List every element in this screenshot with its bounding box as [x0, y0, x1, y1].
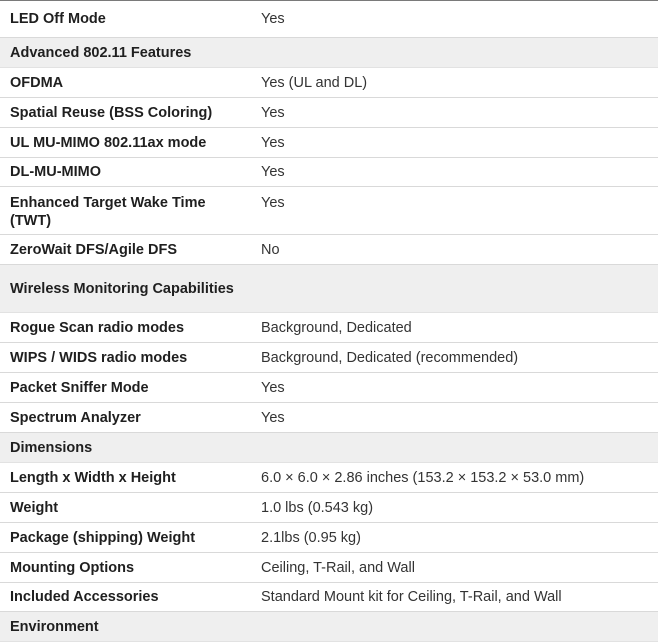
spec-value: Yes — [261, 134, 285, 151]
spec-value: Yes — [261, 409, 285, 426]
spec-value: No — [261, 241, 280, 258]
table-row — [0, 68, 658, 98]
spec-value: Standard Mount kit for Ceiling, T-Rail, and Wall — [261, 589, 562, 605]
spec-value: Background, Dedicated (recommended) — [261, 349, 519, 366]
spec-label: Enhanced Target Wake Time (TWT) — [10, 195, 206, 229]
spec-value: Yes — [261, 164, 285, 180]
table-row — [0, 373, 658, 403]
table-row — [0, 463, 658, 493]
spec-value: Yes — [261, 379, 285, 396]
table-row — [0, 128, 658, 158]
table-row — [0, 158, 658, 187]
table-row — [0, 313, 658, 343]
spec-value: Background, Dedicated — [261, 319, 412, 336]
spec-label: UL MU-MIMO 802.11ax mode — [10, 134, 207, 151]
spec-label: Packet Sniffer Mode — [10, 379, 149, 396]
section-title: Environment — [10, 618, 99, 635]
spec-value: Ceiling, T-Rail, and Wall — [261, 559, 415, 576]
spec-label: Included Accessories — [10, 589, 159, 605]
spec-label: LED Off Mode — [10, 11, 106, 27]
table-row — [0, 583, 658, 612]
spec-label: ZeroWait DFS/Agile DFS — [10, 241, 178, 258]
spec-label: Length x Width x Height — [10, 469, 176, 486]
spec-value: 2.1lbs (0.95 kg) — [261, 529, 361, 546]
spec-value: 6.0 × 6.0 × 2.86 inches (153.2 × 153.2 × 53.0 mm) — [261, 469, 585, 486]
table-row — [0, 187, 658, 235]
table-row — [0, 98, 658, 128]
table-row — [0, 403, 658, 433]
spec-label: Package (shipping) Weight — [10, 529, 196, 546]
spec-value: Yes — [261, 195, 285, 211]
spec-label: DL-MU-MIMO — [10, 164, 102, 180]
table-row — [0, 553, 658, 583]
spec-label: Spatial Reuse (BSS Coloring) — [10, 104, 213, 121]
spec-label: Weight — [10, 499, 59, 516]
spec-value: Yes — [261, 104, 285, 121]
spec-label: OFDMA — [10, 74, 64, 91]
spec-label: Spectrum Analyzer — [10, 409, 141, 426]
section-header — [0, 265, 658, 313]
section-title: Wireless Monitoring Capabilities — [10, 280, 234, 297]
spec-label: Rogue Scan radio modes — [10, 319, 185, 336]
section-header — [0, 38, 658, 68]
spec-value: Yes (UL and DL) — [261, 74, 368, 91]
spec-label: WIPS / WIDS radio modes — [10, 349, 188, 366]
table-row — [0, 1, 658, 38]
table-row — [0, 523, 658, 553]
section-title: Advanced 802.11 Features — [10, 44, 192, 61]
table-row — [0, 343, 658, 373]
section-header — [0, 433, 658, 463]
table-row — [0, 493, 658, 523]
table-row — [0, 235, 658, 265]
spec-value: 1.0 lbs (0.543 kg) — [261, 499, 374, 516]
section-title: Dimensions — [10, 439, 93, 456]
spec-value: Yes — [261, 11, 285, 27]
spec-label: Mounting Options — [10, 559, 135, 576]
